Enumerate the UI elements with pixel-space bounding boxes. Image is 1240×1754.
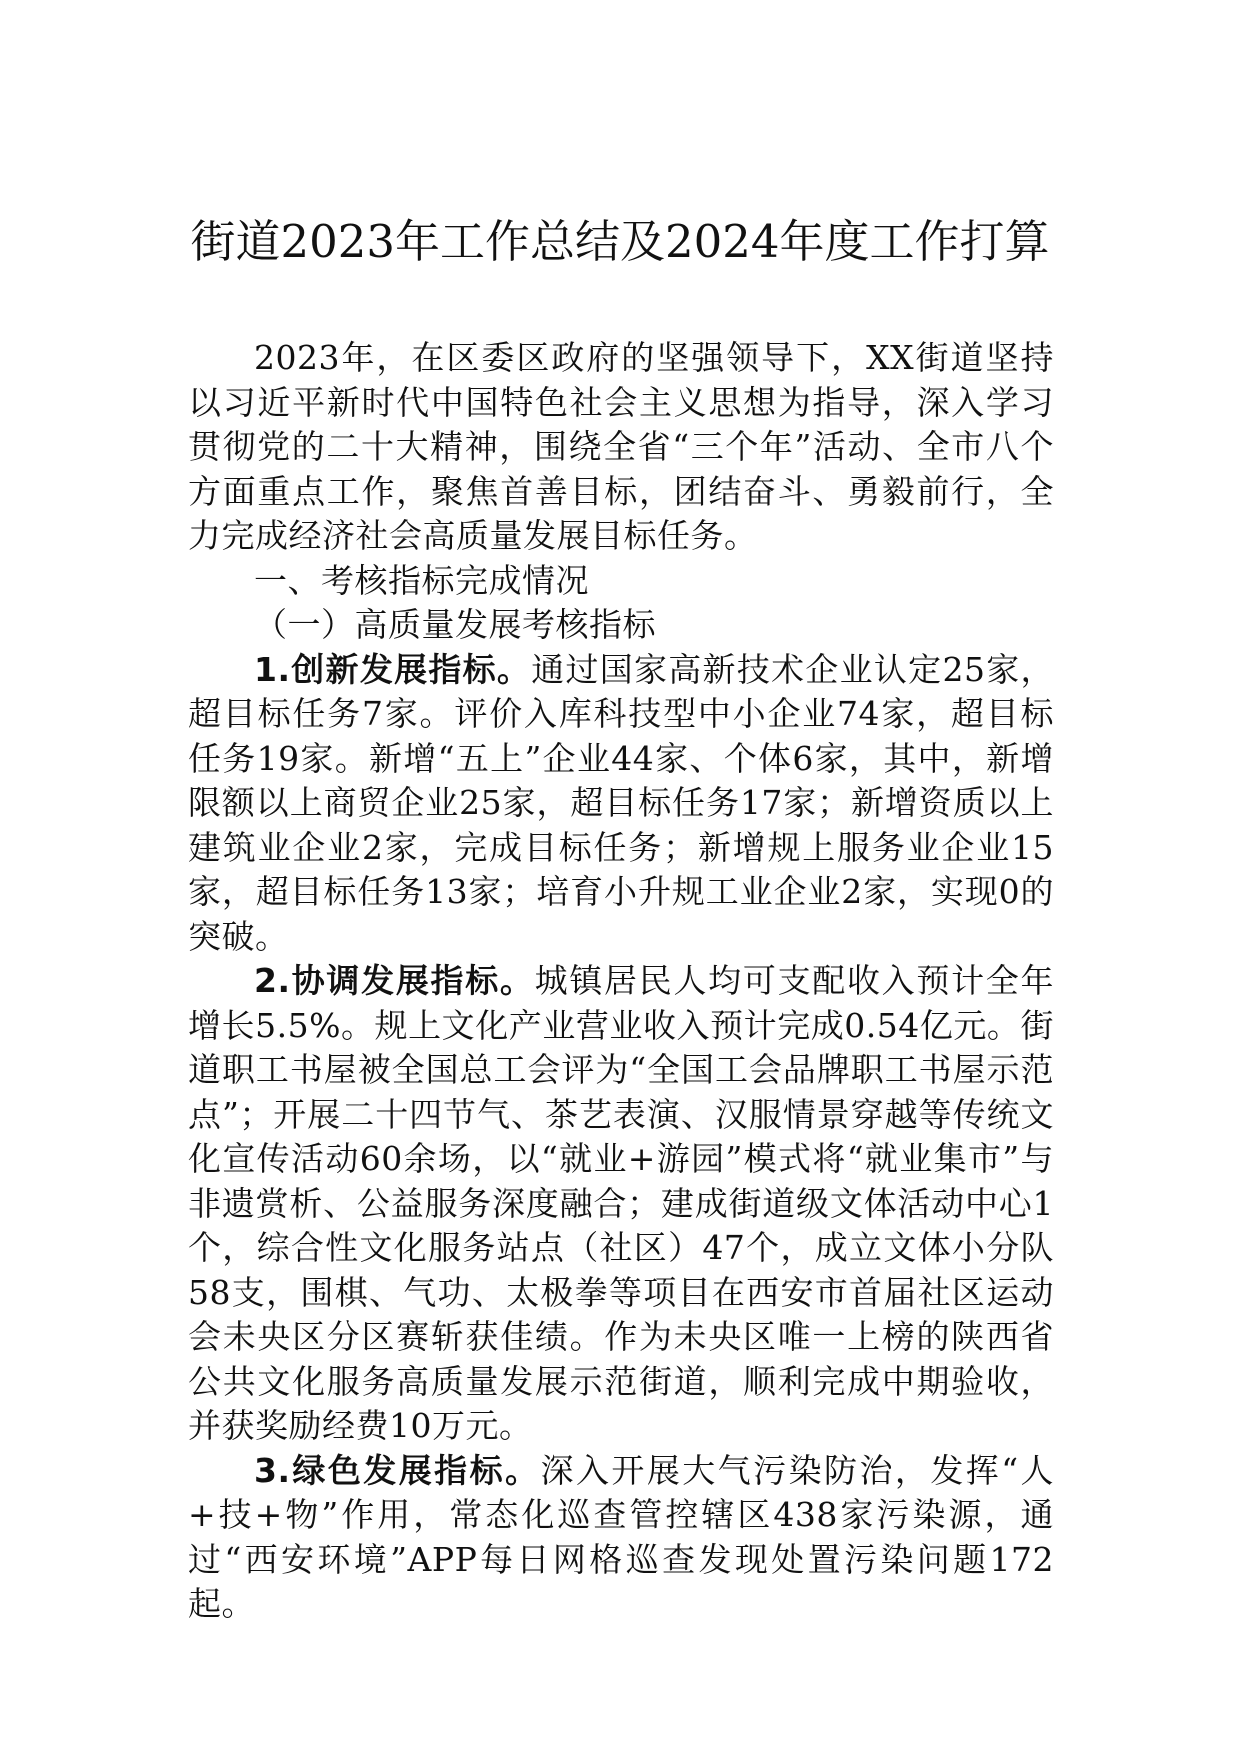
item-text-innovation: 通过国家高新技术企业认定25家，超目标任务7家。评价入库科技型中小企业74家，超目标任务19家。新增“五上”企业44家、个体6家，其中，新增限额以上商贸企业25家，超目标任务17家；新增资质以上建筑业企业2家，完成目标任务；新增规上服务业企业15家，超目标任务13家；培育小升规工业企业2家，实现0的突破。 xyxy=(188,649,1054,956)
document-body xyxy=(188,336,1054,1627)
item-text-green: 深入开展大气污染防治，发挥“人+技+物”作用，常态化巡查管控辖区438家污染源，通过“西安环境”APP每日网格巡查发现处置污染问题172起。 xyxy=(188,1450,1054,1623)
item-lead-innovation: 1.创新发展指标。 xyxy=(254,649,532,689)
intro-paragraph: 2023年，在区委区政府的坚强领导下，XX街道坚持以习近平新时代中国特色社会主义思想为指导，深入学习贯彻党的二十大精神，围绕全省“三个年”活动、全市八个方面重点工作，聚焦首善目标，团结奋斗、勇毅前行，全力完成经济社会高质量发展目标任务。 xyxy=(188,338,1054,555)
document-title: 街道2023年工作总结及2024年度工作打算 xyxy=(190,215,1050,268)
subsection-heading: （一）高质量发展考核指标 xyxy=(254,605,656,644)
item-text-coordination: 城镇居民人均可支配收入预计全年增长5.5%。规上文化产业营业收入预计完成0.54亿元。街道职工书屋被全国总工会评为“全国工会品牌职工书屋示范点”；开展二十四节气、茶艺表演、汉服情景穿越等传统文化宣传活动60余场，以“就业+游园”模式将“就业集市”与非遗赏析、公益服务深度融合；建成街道级文体活动中心1个，综合性文化服务站点（社区）47个，成立文体小分队58支，围棋、气功、太极拳等项目在西安市首届社区运动会未央区分区赛斩获佳绩。作为未央区唯一上榜的陕西省公共文化服务高质量发展示范街道，顺利完成中期验收，并获奖励经费10万元。 xyxy=(188,961,1055,1445)
item-paragraph-green xyxy=(188,1449,1054,1627)
item-paragraph-coordination xyxy=(188,959,1054,1449)
item-lead-green: 3.绿色发展指标。 xyxy=(254,1450,541,1490)
item-paragraph-innovation xyxy=(188,648,1054,960)
section-heading: 一、考核指标完成情况 xyxy=(254,560,589,600)
item-lead-coordination: 2.协调发展指标。 xyxy=(254,961,535,1000)
